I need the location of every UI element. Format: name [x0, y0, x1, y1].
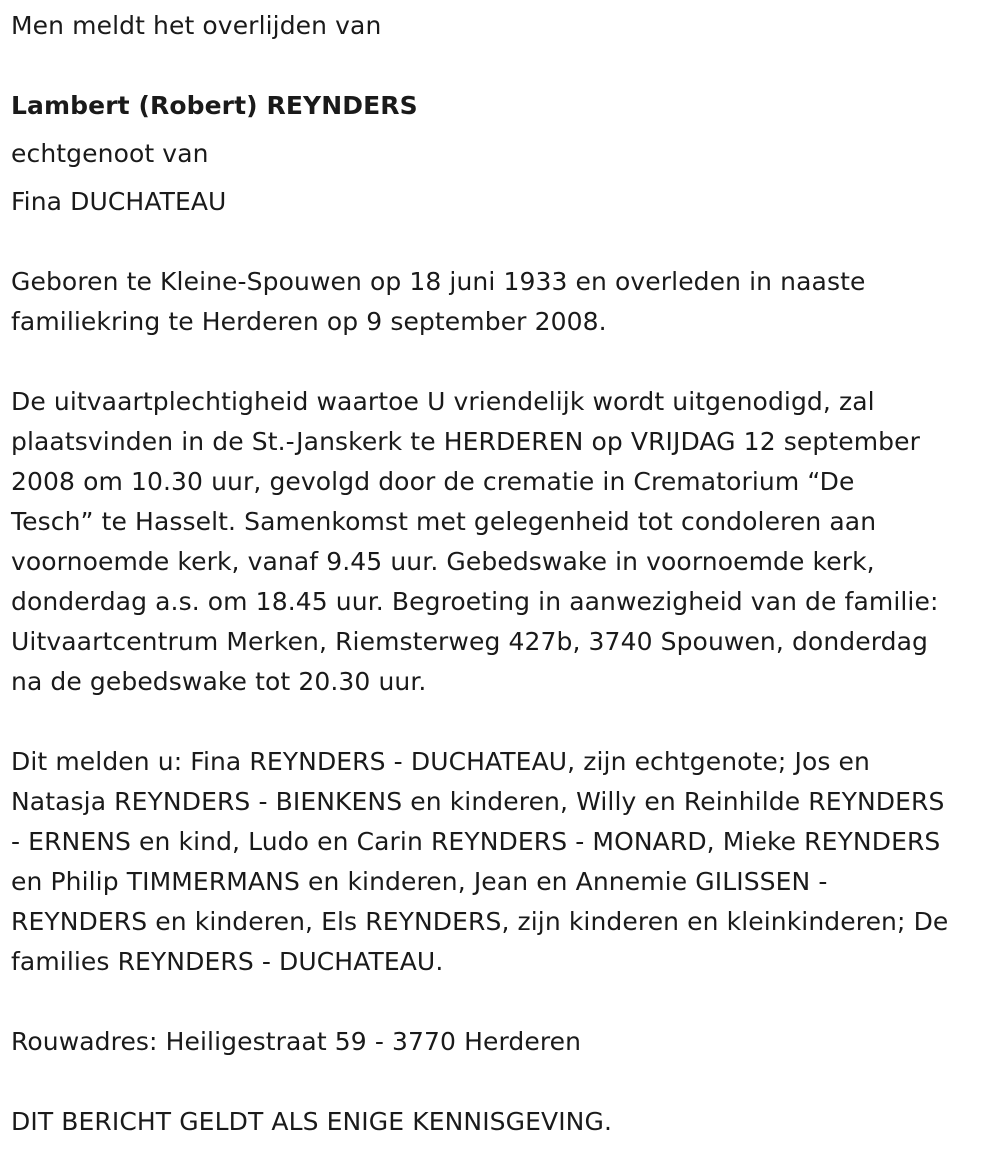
funeral-line: De uitvaartplechtigheid waartoe U vriendelijk wordt uitgenodigd, zal: [11, 387, 875, 416]
funeral-line: plaatsvinden in de St.-Janskerk te HERDEREN op VRIJDAG 12 september: [11, 427, 920, 456]
funeral-line: 2008 om 10.30 uur, gevolgd door de crematie in Crematorium “De: [11, 467, 855, 496]
family-line: - ERNENS en kind, Ludo en Carin REYNDERS - MONARD, Mieke REYNDERS: [11, 827, 941, 856]
born-line: familiekring te Herderen op 9 september 2008.: [11, 307, 607, 336]
funeral-line: Uitvaartcentrum Merken, Riemsterweg 427b, 3740 Spouwen, donderdag: [11, 627, 929, 656]
family-line: families REYNDERS - DUCHATEAU.: [11, 947, 444, 976]
spouse-name: Fina DUCHATEAU: [11, 187, 227, 216]
funeral-line: Tesch” te Hasselt. Samenkomst met gelegenheid tot condoleren aan: [11, 507, 877, 536]
funeral-line: na de gebedswake tot 20.30 uur.: [11, 667, 427, 696]
funeral-line: voornoemde kerk, vanaf 9.45 uur. Gebedswake in voornoemde kerk,: [11, 547, 875, 576]
funeral-paragraph: [11, 382, 938, 702]
family-line: en Philip TIMMERMANS en kinderen, Jean en Annemie GILISSEN -: [11, 867, 828, 896]
intro-line: Men meldt het overlijden van: [11, 11, 382, 40]
family-paragraph: [11, 742, 948, 982]
family-line: REYNDERS en kinderen, Els REYNDERS, zijn kinderen en kleinkinderen; De: [11, 907, 949, 936]
mourning-address: Rouwadres: Heiligestraat 59 - 3770 Herderen: [11, 1027, 582, 1056]
family-line: Natasja REYNDERS - BIENKENS en kinderen, Willy en Reinhilde REYNDERS: [11, 787, 945, 816]
spouse-label: echtgenoot van: [11, 139, 209, 168]
funeral-line: donderdag a.s. om 18.45 uur. Begroeting in aanwezigheid van de familie:: [11, 587, 939, 616]
born-line: Geboren te Kleine-Spouwen op 18 juni 1933 en overleden in naaste: [11, 267, 866, 296]
family-line: Dit melden u: Fina REYNDERS - DUCHATEAU, zijn echtgenote; Jos en: [11, 747, 870, 776]
born-paragraph: [11, 262, 865, 342]
notice-statement: DIT BERICHT GELDT ALS ENIGE KENNISGEVING.: [11, 1107, 612, 1136]
deceased-name: Lambert (Robert) REYNDERS: [11, 91, 418, 120]
